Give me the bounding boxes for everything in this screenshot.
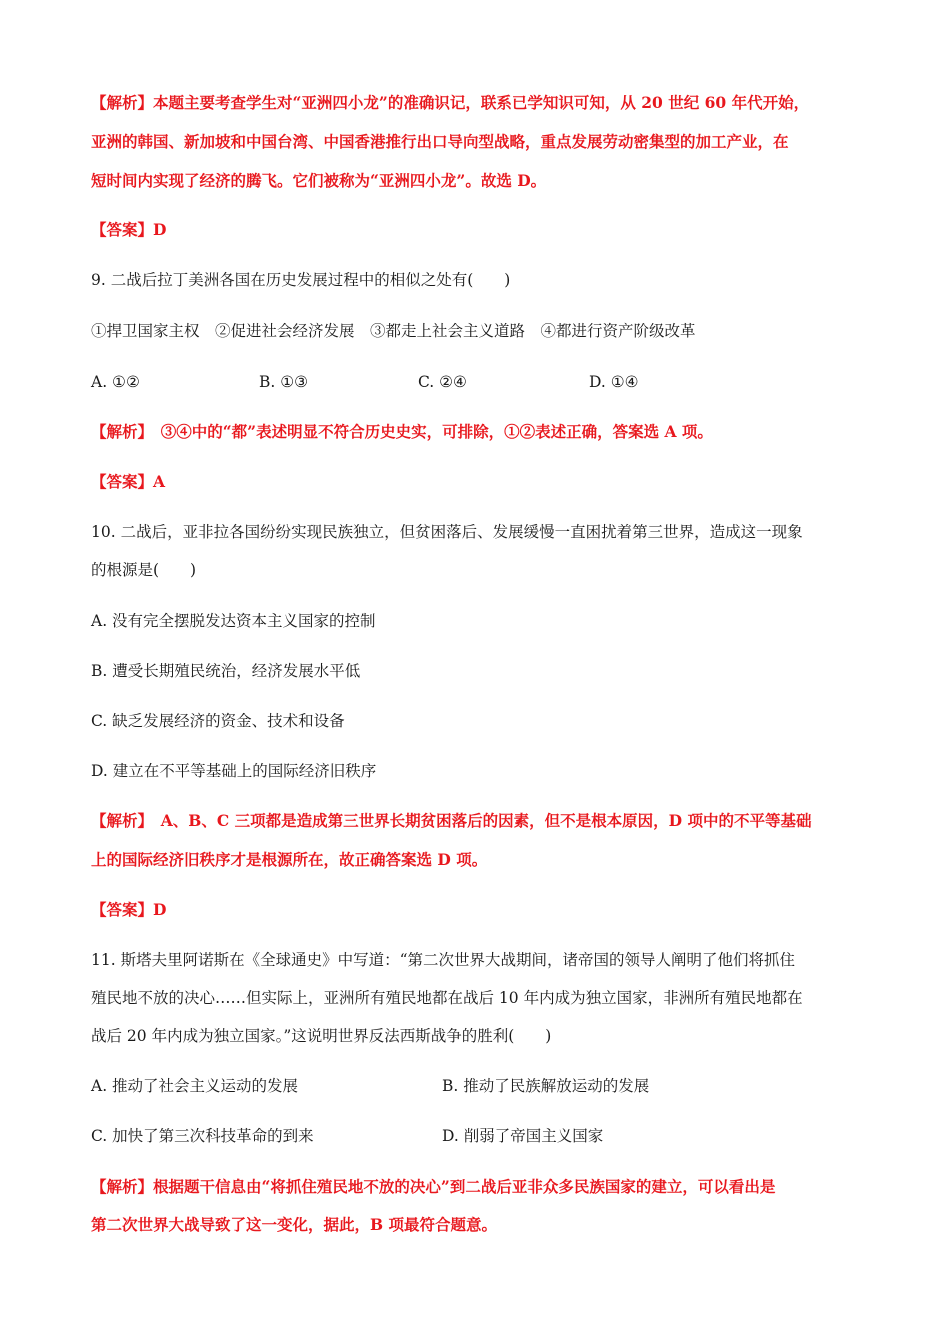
analysis-line: 【解析】本题主要考查学生对“亚洲四小龙”的准确识记，联系已学知识可知，从 20 世纪 60 年代开始， xyxy=(91,93,810,112)
question-11-stem-line: 战后 20 年内成为独立国家。”这说明世界反法西斯战争的胜利( ) xyxy=(91,1027,552,1045)
answer-line xyxy=(91,220,166,240)
question-10-answer xyxy=(91,900,166,920)
answer-label: 【答案】 xyxy=(91,220,154,239)
analysis-line: 短时间内实现了经济的腾飞。它们被称为“亚洲四小龙”。故选 D。 xyxy=(91,171,547,190)
question-10-option-c: C. 缺乏发展经济的资金、技术和设备 xyxy=(91,712,345,730)
question-9-option-a: A. ①② xyxy=(91,373,140,391)
question-11-option-b: B. 推动了民族解放运动的发展 xyxy=(442,1077,650,1095)
question-10-option-d: D. 建立在不平等基础上的国际经济旧秩序 xyxy=(91,762,377,780)
answer-label: 【答案】 xyxy=(91,900,154,919)
answer-value: D xyxy=(153,900,167,919)
analysis-label: 【解析】 xyxy=(91,422,146,441)
question-10-stem-line: 10. 二战后，亚非拉各国纷纷实现民族独立，但贫困落后、发展缓慢一直困扰着第三世界，造成这一现象 xyxy=(91,523,803,541)
question-9-option-b: B. ①③ xyxy=(259,373,309,391)
answer-value: D xyxy=(153,220,167,239)
question-10-analysis: 【解析】 A、B、C 三项都是造成第三世界长期贫困落后的因素，但不是根本原因，D 项中的不平等基础 xyxy=(91,811,812,830)
question-10-option-a: A. 没有完全摆脱发达资本主义国家的控制 xyxy=(91,612,376,630)
question-10-stem-line: 的根源是( ) xyxy=(91,561,197,579)
question-11-stem-line: 殖民地不放的决心……但实际上，亚洲所有殖民地都在战后 10 年内成为独立国家，非洲所有殖民地都在 xyxy=(91,989,803,1007)
question-9-option-c: C. ②④ xyxy=(418,373,467,391)
analysis-label: 【解析】 xyxy=(91,811,146,830)
question-11-option-d: D. 削弱了帝国主义国家 xyxy=(442,1127,604,1145)
answer-value: A xyxy=(153,472,166,491)
answer-label: 【答案】 xyxy=(91,472,154,491)
question-9-items: ①捍卫国家主权 ②促进社会经济发展 ③都走上社会主义道路 ④都进行资产阶级改革 xyxy=(91,322,696,340)
question-10-analysis: 上的国际经济旧秩序才是根源所在，故正确答案选 D 项。 xyxy=(91,850,488,869)
question-11-stem-line: 11. 斯塔夫里阿诺斯在《全球通史》中写道：“第二次世界大战期间，诸帝国的领导人阐明了他们将抓住 xyxy=(91,951,796,969)
analysis-label: 【解析】 xyxy=(91,93,154,112)
question-9-analysis: 【解析】 ③④中的“都”表述明显不符合历史史实，可排除，①②表述正确，答案选 A 项。 xyxy=(91,422,713,441)
question-10-option-b: B. 遭受长期殖民统治，经济发展水平低 xyxy=(91,662,361,680)
analysis-line: 亚洲的韩国、新加坡和中国台湾、中国香港推行出口导向型战略，重点发展劳动密集型的加工产业，在 xyxy=(91,132,789,151)
analysis-label: 【解析】 xyxy=(91,1177,154,1196)
question-9-option-d: D. ①④ xyxy=(589,373,639,391)
question-11-option-c: C. 加快了第三次科技革命的到来 xyxy=(91,1127,314,1145)
question-11-option-a: A. 推动了社会主义运动的发展 xyxy=(91,1077,299,1095)
question-11-analysis: 第二次世界大战导致了这一变化，据此，B 项最符合题意。 xyxy=(91,1215,497,1234)
question-9-stem: 9. 二战后拉丁美洲各国在历史发展过程中的相似之处有( ) xyxy=(91,271,511,289)
question-11-analysis: 【解析】根据题干信息由“将抓住殖民地不放的决心”到二战后亚非众多民族国家的建立，可以看出是 xyxy=(91,1177,776,1196)
question-9-answer xyxy=(91,472,165,492)
